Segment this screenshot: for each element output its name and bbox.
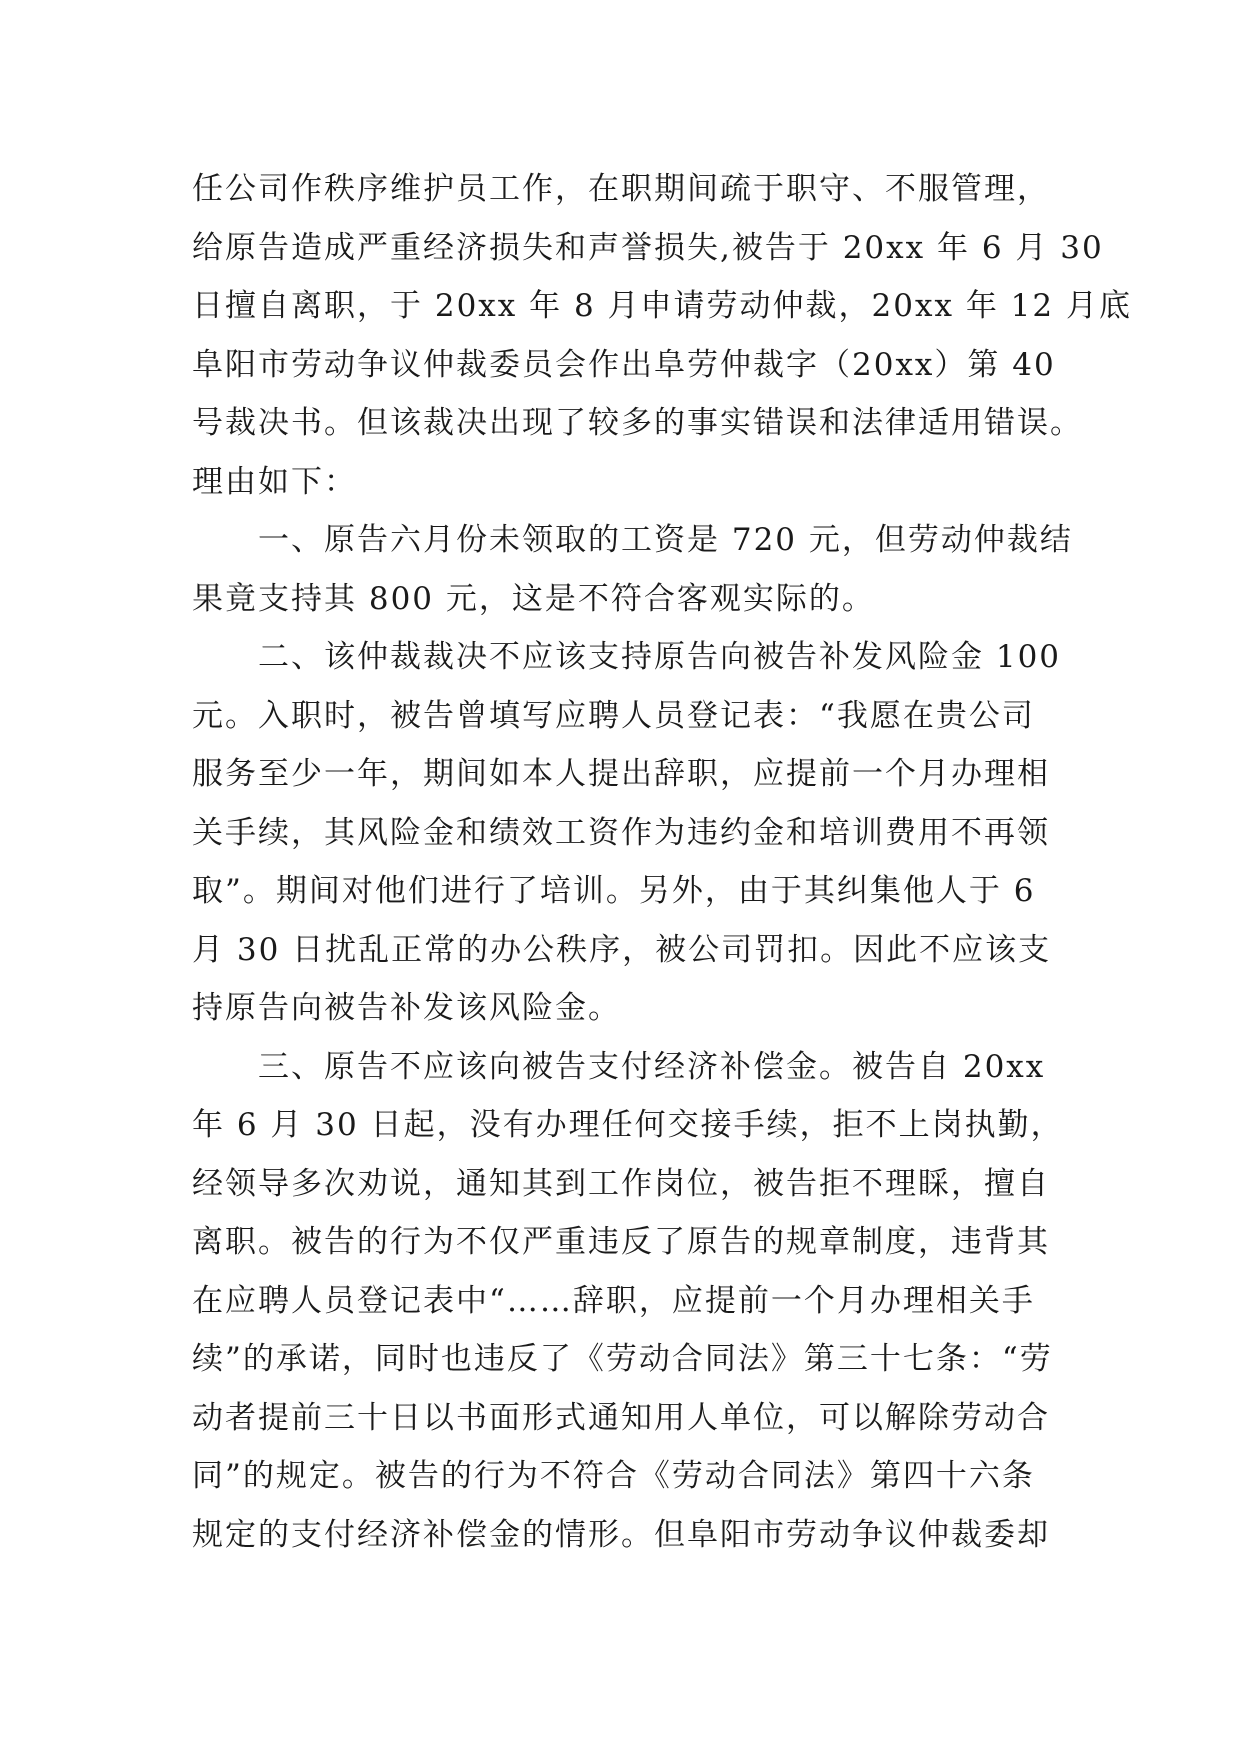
text-line: 规定的支付经济补偿金的情形。但阜阳市劳动争议仲裁委却	[192, 1516, 1050, 1553]
text-line: 动者提前三十日以书面形式通知用人单位，可以解除劳动合	[192, 1399, 1050, 1436]
text-line: 在应聘人员登记表中“……辞职，应提前一个月办理相关手	[192, 1282, 1035, 1319]
text-line: 果竟支持其 800 元，这是不符合客观实际的。	[192, 580, 875, 617]
text-line: 离职。被告的行为不仅严重违反了原告的规章制度，违背其	[192, 1224, 1050, 1260]
text-line: 服务至少一年，期间如本人提出辞职，应提前一个月办理相	[192, 756, 1050, 792]
text-line: 元。入职时，被告曾填写应聘人员登记表：“我愿在贵公司	[192, 697, 1035, 734]
body-text	[192, 160, 1132, 1564]
paragraph-1-start: 一、原告六月份未领取的工资是 720 元，但劳动仲裁结	[258, 522, 1073, 558]
text-line: 号裁决书。但该裁决出现了较多的事实错误和法律适用错误。	[192, 405, 1083, 441]
text-line: 年 6 月 30 日起，没有办理任何交接手续，拒不上岗执勤，	[192, 1107, 1064, 1143]
text-line: 关手续，其风险金和绩效工资作为违约金和培训费用不再领	[192, 814, 1050, 851]
text-line: 持原告向被告补发该风险金。	[192, 990, 621, 1026]
text-line: 月 30 日扰乱正常的办公秩序，被公司罚扣。因此不应该支	[192, 931, 1052, 968]
text-line: 日擅自离职，于 20xx 年 8 月申请劳动仲裁，20xx 年 12 月底	[192, 288, 1132, 324]
text-line: 取”。期间对他们进行了培训。另外，由于其纠集他人于 6	[192, 873, 1036, 909]
text-line: 阜阳市劳动争议仲裁委员会作出阜劳仲裁字（20xx）第 40	[192, 346, 1056, 383]
text-line: 任公司作秩序维护员工作，在职期间疏于职守、不服管理，	[192, 171, 1050, 207]
paragraph-3-start: 三、原告不应该向被告支付经济补偿金。被告自 20xx	[258, 1048, 1046, 1085]
text-line: 经领导多次劝说，通知其到工作岗位，被告拒不理睬，擅自	[192, 1165, 1050, 1202]
text-line: 续”的承诺，同时也违反了《劳动合同法》第三十七条：“劳	[192, 1341, 1053, 1377]
text-line: 理由如下：	[192, 463, 357, 500]
text-line: 给原告造成严重经济损失和声誉损失,被告于 20xx 年 6 月 30	[192, 229, 1104, 266]
text-line: 同”的规定。被告的行为不符合《劳动合同法》第四十六条	[192, 1458, 1035, 1494]
paragraph-2-start: 二、该仲裁裁决不应该支持原告向被告补发风险金 100	[258, 639, 1062, 675]
